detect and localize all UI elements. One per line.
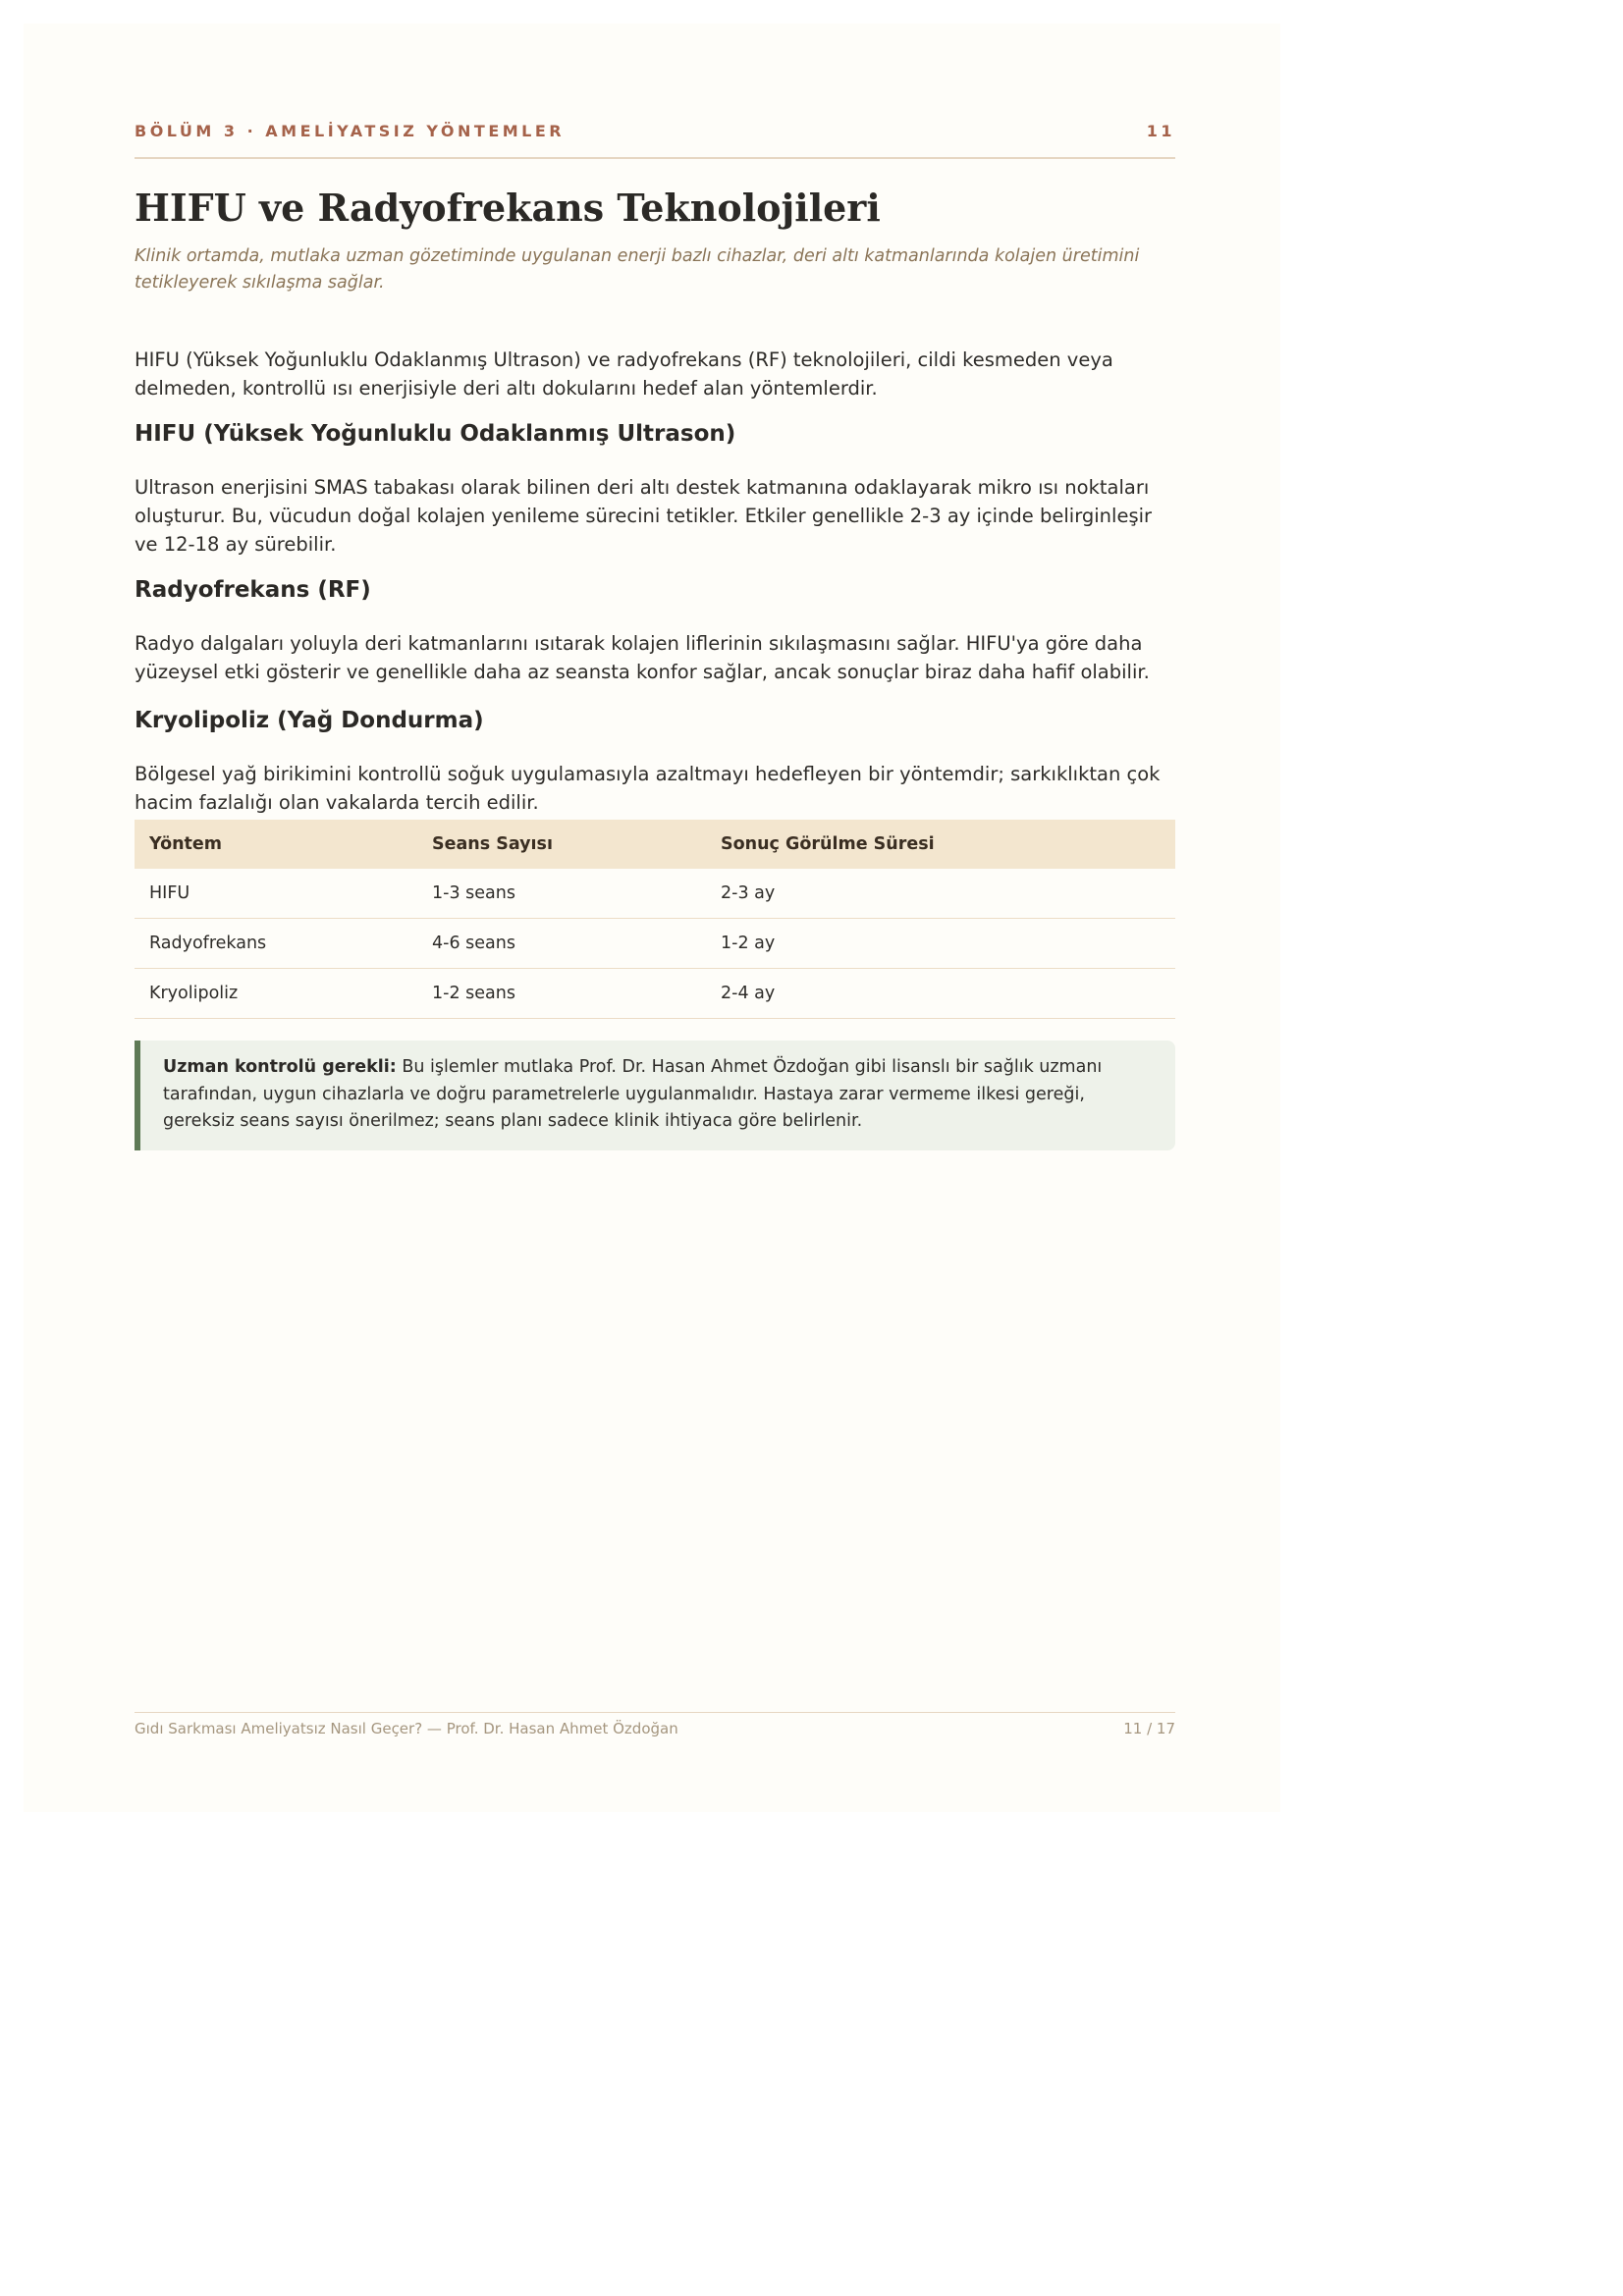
table-cell: 1-2 seans	[417, 969, 706, 1019]
page-title: HIFU ve Radyofrekans Teknolojileri	[135, 186, 881, 230]
section-label: BÖLÜM 3 · AMELİYATSIZ YÖNTEMLER	[135, 122, 566, 140]
table-cell: 1-3 seans	[417, 869, 706, 919]
table-cell: HIFU	[135, 869, 417, 919]
table-cell: 1-2 ay	[706, 919, 1175, 969]
section-body-rf: Radyo dalgaları yoluyla deri katmanlarını ısıtarak kolajen liflerinin sıkılaşmasını sağlar. HIFU'ya göre daha yüzeysel etki gösterir ve genellikle daha az seansta konfor sağlar, ancak sonuçlar biraz daha hafif olabilir.	[135, 632, 1150, 683]
section-heading-kryolipoliz: Kryolipoliz (Yağ Dondurma)	[135, 708, 484, 733]
header-page-number: 11	[1146, 122, 1175, 140]
callout-label: Uzman kontrolü gerekli:	[163, 1057, 397, 1077]
section-body-kryolipoliz: Bölgesel yağ birikimini kontrollü soğuk uygulamasıyla azaltmayı hedefleyen bir yöntemdir; sarkıklıktan çok hacim fazlalığı olan vakalarda tercih edilir.	[135, 763, 1161, 814]
table-header-cell: Yöntem	[135, 820, 417, 869]
table-cell: 2-3 ay	[706, 869, 1175, 919]
expert-warning-callout	[135, 1041, 1175, 1150]
table-row	[135, 919, 1175, 969]
section-heading-hifu: HIFU (Yüksek Yoğunluklu Odaklanmış Ultrason)	[135, 421, 736, 447]
comparison-table	[135, 820, 1175, 1019]
intro-paragraph: HIFU (Yüksek Yoğunluklu Odaklanmış Ultrason) ve radyofrekans (RF) teknolojileri, cildi kesmeden veya delmeden, kontrollü ısı enerjisiyle deri altı dokularını hedef alan yöntemlerdir.	[135, 348, 1113, 400]
table-cell: Kryolipoliz	[135, 969, 417, 1019]
section-heading-rf: Radyofrekans (RF)	[135, 577, 371, 603]
table-header-cell: Sonuç Görülme Süresi	[706, 820, 1175, 869]
table-cell: 2-4 ay	[706, 969, 1175, 1019]
callout-text: Bu işlemler mutlaka Prof. Dr. Hasan Ahmet Özdoğan gibi lisanslı bir sağlık uzmanı tarafından, uygun cihazlarla ve doğru parametrelerle uygulanmalıdır. Hastaya zarar vermeme ilkesi gereği, gereksiz seans sayısı önerilmez; seans planı sadece klinik ihtiyaca göre belirlenir.	[163, 1057, 1103, 1131]
table-row	[135, 869, 1175, 919]
footer-divider	[135, 1712, 1175, 1713]
table-cell: Radyofrekans	[135, 919, 417, 969]
table-cell: 4-6 seans	[417, 919, 706, 969]
table-header-row	[135, 820, 1175, 869]
running-header	[135, 122, 1175, 140]
lede-text: Klinik ortamda, mutlaka uzman gözetiminde uygulanan enerji bazlı cihazlar, deri altı katmanlarında kolajen üretimini tetikleyerek sıkılaşma sağlar.	[135, 246, 1140, 293]
document-page	[24, 24, 1280, 1812]
table-header-cell: Seans Sayısı	[417, 820, 706, 869]
section-body-hifu: Ultrason enerjisini SMAS tabakası olarak bilinen deri altı destek katmanına odaklayarak mikro ısı noktaları oluşturur. Bu, vücudun doğal kolajen yenileme sürecini tetikler. Etkiler genellikle 2-3 ay içinde belirginleşir ve 12-18 ay sürebilir.	[135, 476, 1153, 556]
footer-book-title: Gıdı Sarkması Ameliyatsız Nasıl Geçer? — Prof. Dr. Hasan Ahmet Özdoğan	[135, 1720, 678, 1737]
header-divider	[135, 157, 1175, 159]
page-footer	[135, 1720, 1175, 1737]
table-row	[135, 969, 1175, 1019]
footer-page-count: 11 / 17	[1123, 1720, 1175, 1737]
